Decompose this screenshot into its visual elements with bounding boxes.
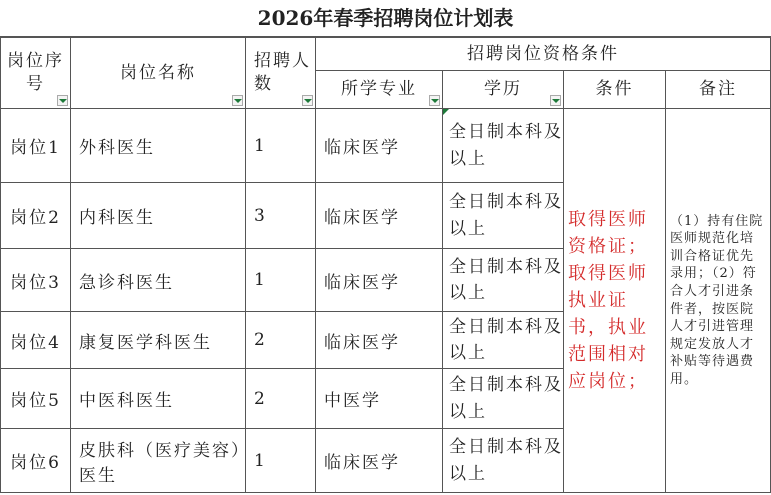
row-count: 3 [246, 183, 316, 249]
row-major: 中医学 [316, 369, 443, 429]
filter-dropdown-icon[interactable] [232, 95, 243, 106]
page-title: 2026年春季招聘岗位计划表 [0, 0, 771, 37]
row-name: 皮肤科（医疗美容）医生 [71, 429, 246, 493]
recruitment-table [0, 37, 771, 493]
header-seq-label: 岗位序号 [7, 51, 64, 94]
header-name[interactable] [71, 38, 246, 109]
filter-dropdown-icon[interactable] [550, 95, 561, 106]
row-seq: 岗位3 [1, 249, 71, 312]
row-count: 2 [246, 312, 316, 369]
row-education: 全日制本科及以上 [443, 312, 564, 369]
header-remark: 备注 [666, 71, 771, 109]
header-major-label: 所学专业 [341, 79, 417, 100]
header-count-label: 招聘人数 [254, 51, 311, 94]
row-seq: 岗位4 [1, 312, 71, 369]
row-name: 中医科医生 [71, 369, 246, 429]
filter-dropdown-icon[interactable] [302, 95, 313, 106]
row-education-text: 全日制本科及以上 [449, 122, 563, 169]
header-education[interactable] [443, 71, 564, 109]
row-name: 康复医学科医生 [71, 312, 246, 369]
header-count[interactable] [246, 38, 316, 109]
row-count: 1 [246, 429, 316, 493]
row-name: 内科医生 [71, 183, 246, 249]
cell-marker [443, 109, 449, 115]
header-education-label: 学历 [484, 79, 522, 100]
row-education: 全日制本科及以上 [443, 249, 564, 312]
filter-dropdown-icon[interactable] [429, 95, 440, 106]
row-major: 临床医学 [316, 312, 443, 369]
row-name: 外科医生 [71, 109, 246, 183]
row-seq: 岗位6 [1, 429, 71, 493]
row-seq: 岗位5 [1, 369, 71, 429]
header-seq[interactable] [1, 38, 71, 109]
row-education: 全日制本科及以上 [443, 429, 564, 493]
row-education: 全日制本科及以上 [443, 369, 564, 429]
row-count: 2 [246, 369, 316, 429]
remark-cell: （1）持有住院医师规范化培训合格证优先录用；（2）符合人才引进条件者，按医院人才引进管理规定发放人才补贴等待遇费用。 [666, 109, 771, 493]
row-education [443, 109, 564, 183]
row-count: 1 [246, 109, 316, 183]
row-major: 临床医学 [316, 109, 443, 183]
filter-dropdown-icon[interactable] [57, 95, 68, 106]
header-name-label: 岗位名称 [120, 62, 196, 83]
row-major: 临床医学 [316, 249, 443, 312]
header-qualification: 招聘岗位资格条件 [316, 38, 771, 71]
condition-cell: 取得医师资格证；取得医师执业证书，执业范围相对应岗位； [564, 109, 666, 493]
row-education: 全日制本科及以上 [443, 183, 564, 249]
row-count: 1 [246, 249, 316, 312]
row-seq: 岗位1 [1, 109, 71, 183]
row-major: 临床医学 [316, 429, 443, 493]
header-major[interactable] [316, 71, 443, 109]
row-major: 临床医学 [316, 183, 443, 249]
row-seq: 岗位2 [1, 183, 71, 249]
row-name: 急诊科医生 [71, 249, 246, 312]
header-condition: 条件 [564, 71, 666, 109]
